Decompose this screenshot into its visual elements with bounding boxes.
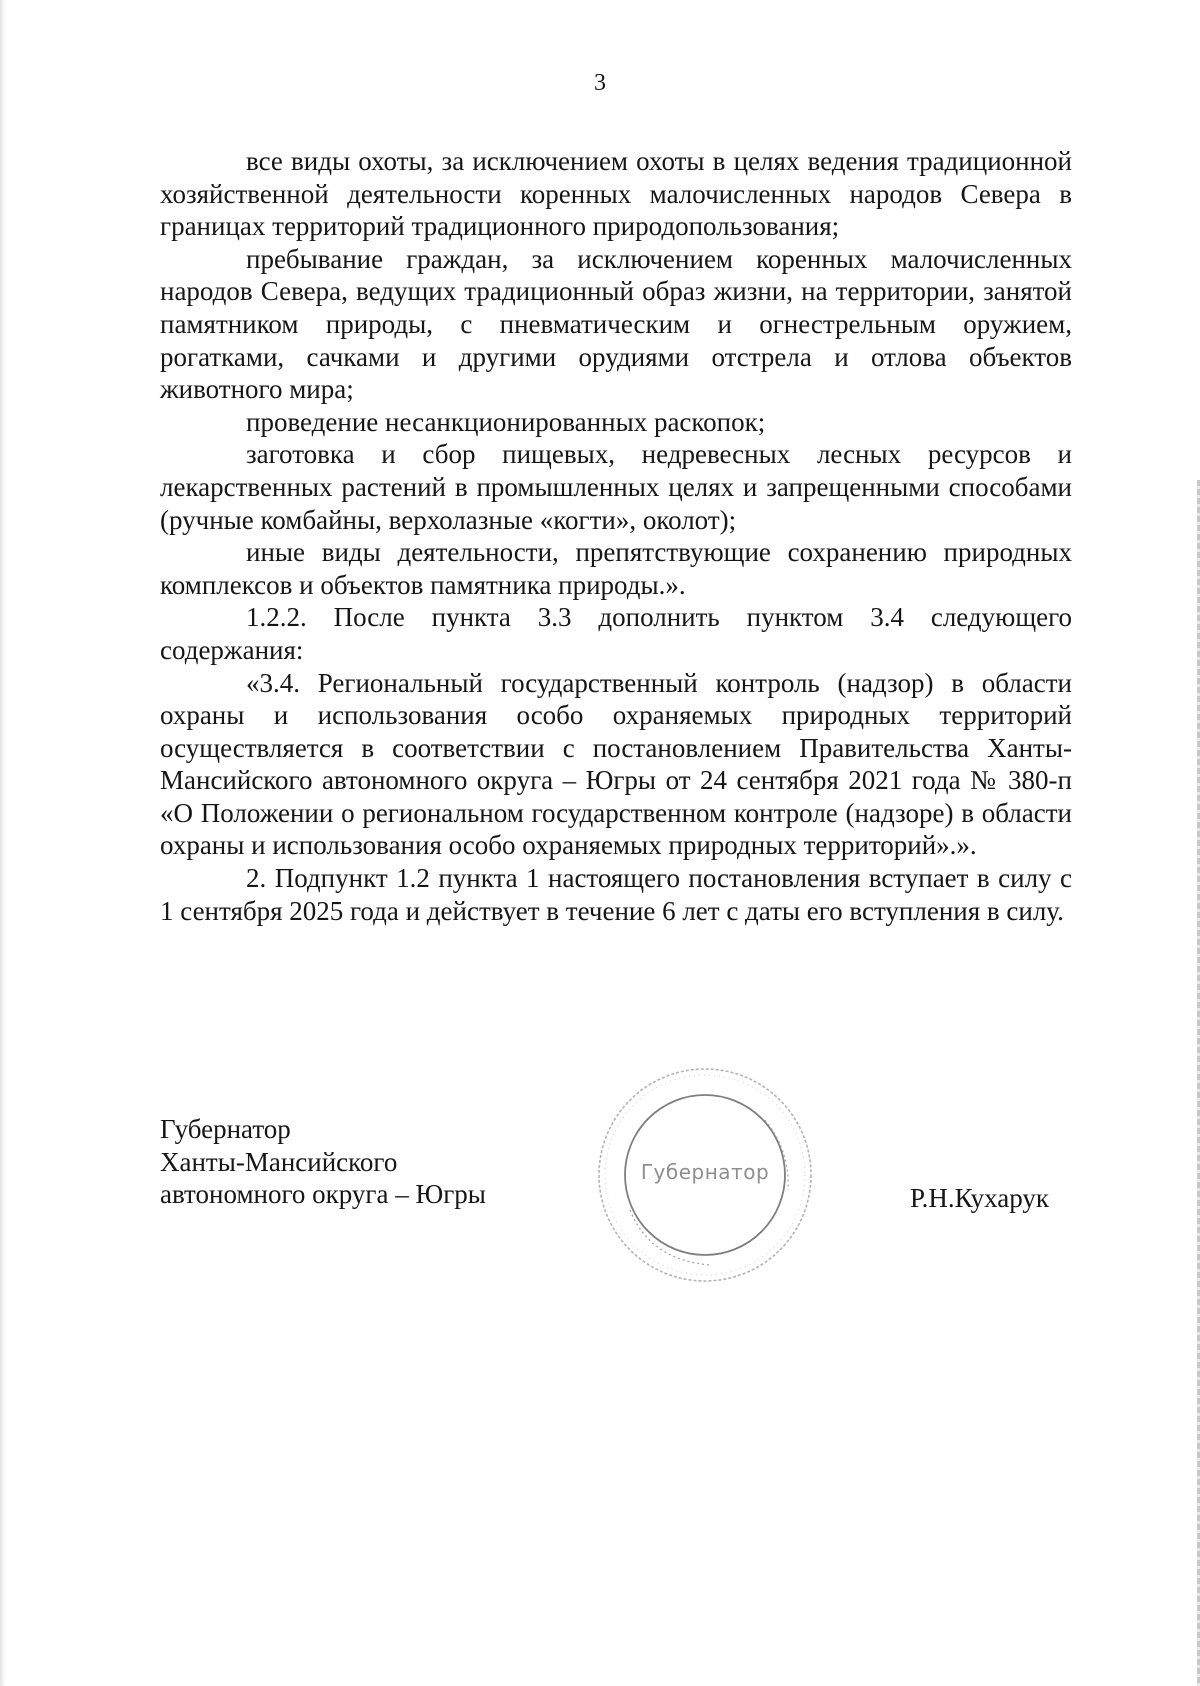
signer-name: Р.Н.Кухарук — [910, 1183, 1050, 1213]
document-body — [160, 145, 1072, 927]
paragraph-other-activities: иные виды деятельности, препятствующие сохранению природных комплексов и объектов памятника природы.». — [160, 537, 1072, 600]
scan-edge-left — [0, 0, 6, 1686]
paragraph-hunting: все виды охоты, за исключением охоты в целях ведения традиционной хозяйственной деятельности коренных малочисленных народов Севера в границах территорий традиционного природопользования; — [160, 146, 1072, 242]
signatory-position-line: автономного округа – Югры — [160, 1179, 486, 1210]
signatory-position-line: Ханты-Мансийского — [160, 1146, 398, 1177]
paragraph-excavations: проведение несанкционированных раскопок; — [246, 406, 766, 437]
signatory-position — [160, 1113, 486, 1211]
paragraph-harvesting: заготовка и сбор пищевых, недревесных лесных ресурсов и лекарственных растений в промышленных целях и запрещенными способами (ручные комбайны, верхолазные «когти», околот); — [160, 439, 1072, 535]
paragraph-citizens-stay: пребывание граждан, за исключением коренных малочисленных народов Севера, ведущих традиционный образ жизни, на территории, занятой памятником природы, с пневматическим и огнестрельным оружием, рогатками, сачками и другими орудиями отстрела и отлова объектов животного мира; — [160, 243, 1072, 405]
seal-center-text: Губернатор — [640, 1160, 770, 1184]
page-number: 3 — [594, 70, 606, 96]
signatory-position-line: Губернатор — [160, 1114, 291, 1144]
paragraph-clause-2: 2. Подпункт 1.2 пункта 1 настоящего постановления вступает в силу с 1 сентября 2025 года и действует в течение 6 лет с даты его вступления в силу. — [160, 863, 1072, 926]
paragraph-clause-1-2-2: 1.2.2. После пункта 3.3 дополнить пунктом 3.4 следующего содержания: — [160, 602, 1072, 665]
paragraph-clause-3-4: «3.4. Региональный государственный контроль (надзор) в области охраны и использования особо охраняемых природных территорий осуществляется в соответствии с постановлением Правительства Ханты-Мансийского автономного округа – Югры от 24 сентября 2021 года № 380-п «О Положении о региональном государственном контроле (надзоре) в области охраны и использования особо охраняемых природных территорий».». — [160, 667, 1072, 861]
official-seal-stamp — [590, 1060, 820, 1290]
